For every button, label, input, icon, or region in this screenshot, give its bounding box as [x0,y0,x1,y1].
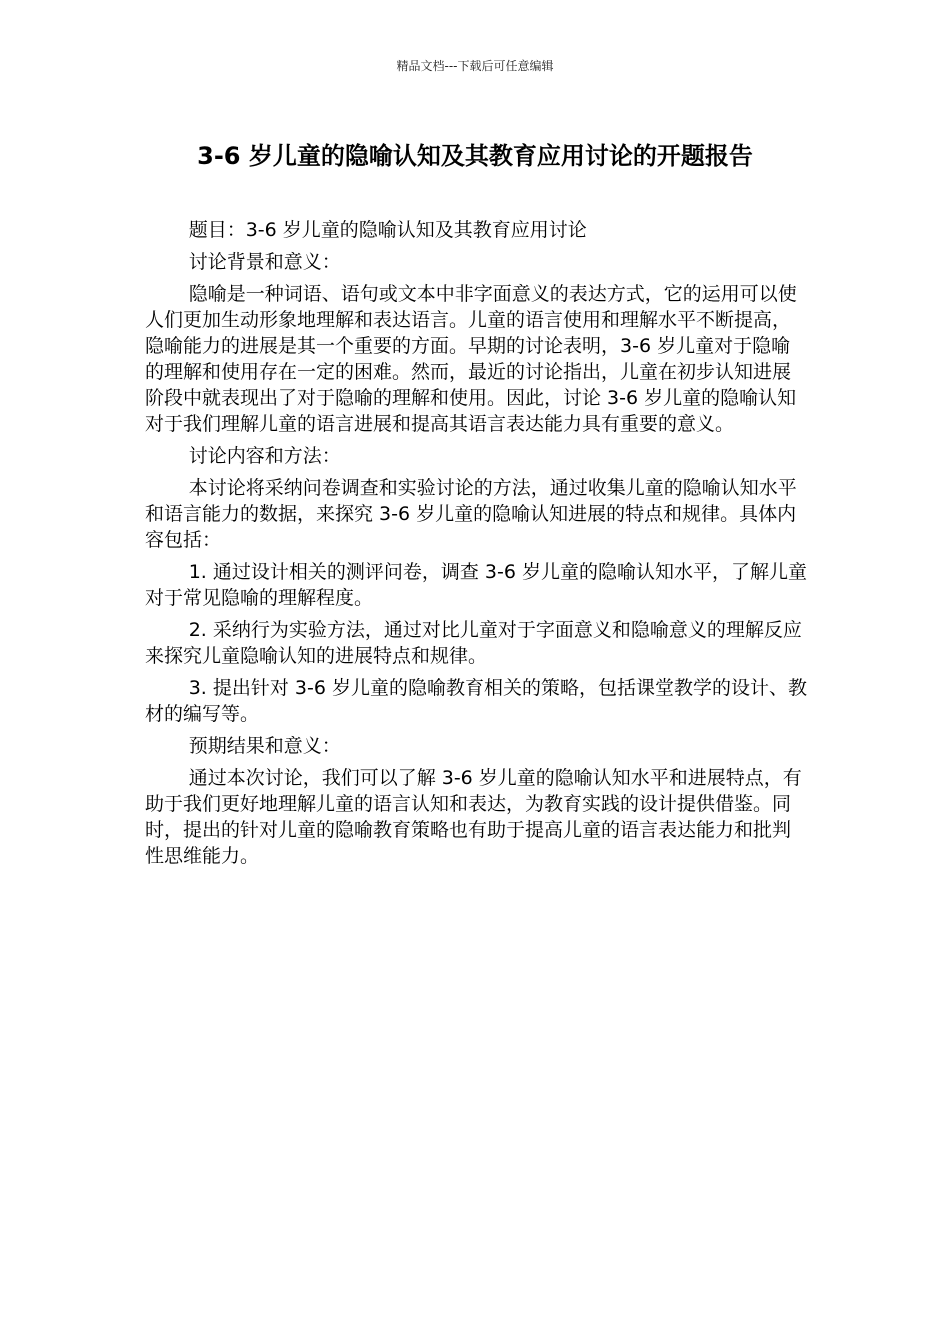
paragraph-method-intro: 本讨论将采纳问卷调查和实验讨论的方法，通过收集儿童的隐喻认知水平和语言能力的数据，来探究 3-6 岁儿童的隐喻认知进展的特点和规律。具体内容包括： [145,477,797,551]
list-item-2: 2. 采纳行为实验方法，通过对比儿童对于字面意义和隐喻意义的理解反应来探究儿童隐喻认知的进展特点和规律。 [145,619,802,667]
paragraph-background: 隐喻是一种词语、语句或文本中非字面意义的表达方式，它的运用可以使人们更加生动形象地理解和表达语言。儿童的语言使用和理解水平不断提高，隐喻能力的进展是其一个重要的方面。早期的讨论表明，3-6 岁儿童对于隐喻的理解和使用存在一定的困难。然而，最近的讨论指出，儿童在初步认知进展阶段中就表现出了对于隐喻的理解和使用。因此，讨论 3-6 岁儿童的隐喻认知对于我们理解儿童的语言进展和提高其语言表达能力具有重要的意义。 [145,283,797,435]
header-note: 精品文档---下载后可任意编辑 [396,59,554,73]
paragraph-expected-results: 通过本次讨论，我们可以了解 3-6 岁儿童的隐喻认知水平和进展特点，有助于我们更好地理解儿童的语言认知和表达，为教育实践的设计提供借鉴。同时，提出的针对儿童的隐喻教育策略也有助于提高儿童的语言表达能力和批判性思维能力。 [145,767,802,867]
document-title: 3-6 岁儿童的隐喻认知及其教育应用讨论的开题报告 [197,142,753,170]
section-heading-expected-results: 预期结果和意义： [188,735,341,757]
section-heading-content-method: 讨论内容和方法： [188,445,341,467]
list-item-1: 1. 通过设计相关的测评问卷，调查 3-6 岁儿童的隐喻认知水平，了解儿童对于常见隐喻的理解程度。 [145,561,807,609]
section-heading-background: 讨论背景和意义： [188,251,341,273]
topic-line: 题目：3-6 岁儿童的隐喻认知及其教育应用讨论 [188,219,587,241]
document-body [145,217,809,875]
list-item-3: 3. 提出针对 3-6 岁儿童的隐喻教育相关的策略，包括课堂教学的设计、教材的编写等。 [145,677,807,725]
